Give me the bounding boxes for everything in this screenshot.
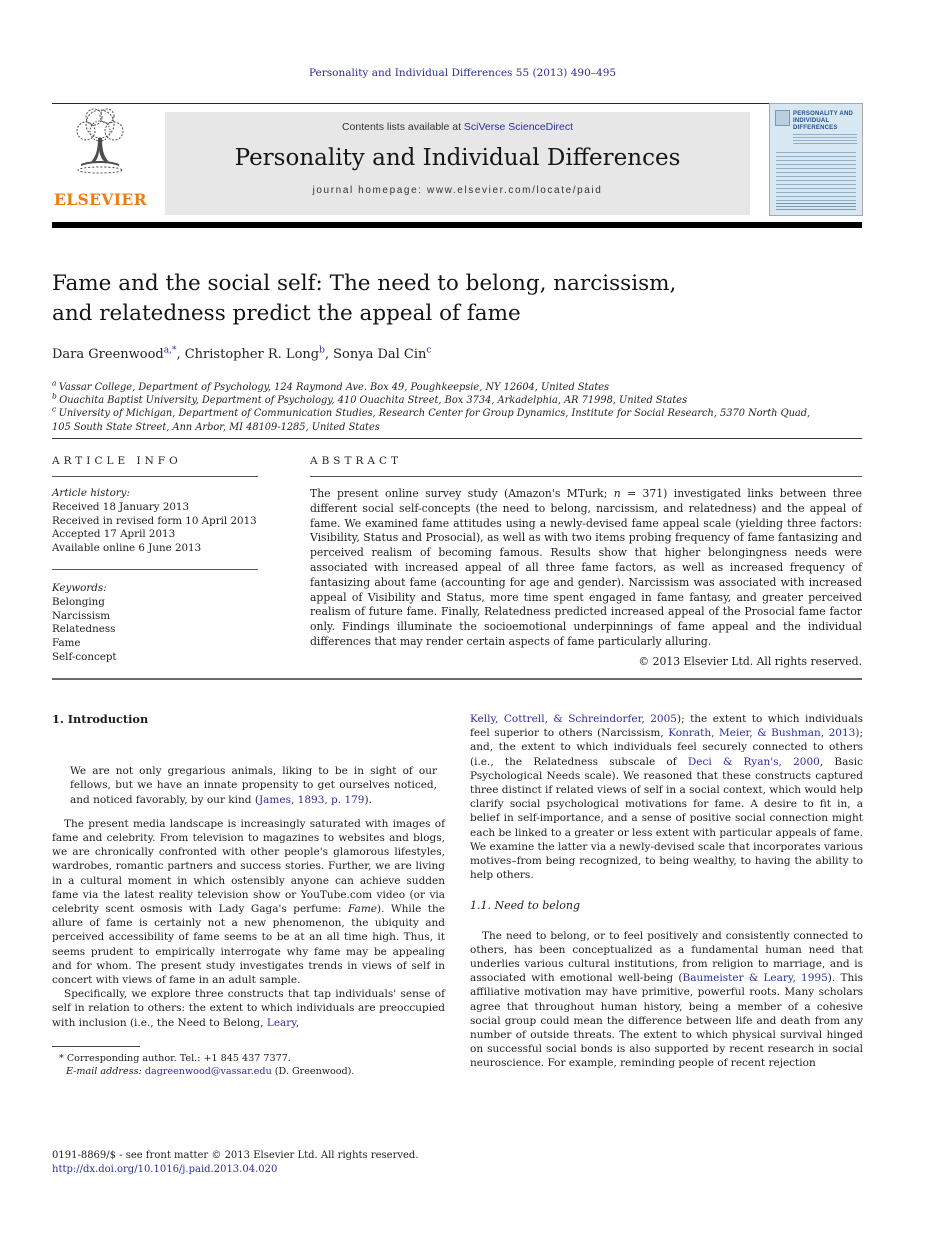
footnote-rule [52,1046,140,1047]
subsection-heading-need-to-belong: 1.1. Need to belong [470,899,581,913]
abstract-text: The present online survey study (Amazon's MTurk; n = 371) investigated links between three different social self-concepts (the need to belong, narcissism, and relatedness) and the appeal of fame. We examined fame attitudes using a newly-devised fame appeal scale (yielding three factors: Visibility, Status and Prosocial), as well as with two items probing frequency of fame fantasizing and perceived realism of becoming famous. Results show that higher belongingness needs were associated with increased appeal of all three fame factors, as well as increased frequency of fantasizing about fame (accounting for age and gender). Narcissism was associated with increased appeal of Visibility and Status, more time spent engaged in fame fantasy, and greater perceived realism of future fame. Finally, Relatedness predicted increased appeal of the Prosocial fame factor only. Findings illuminate the socioemotional underpinnings of fame appeal and the individual differences that may render certain aspects of fame particularly alluring. [310,487,862,648]
journal-citation-line: Personality and Individual Differences 55 (2013) 490–495 [308,67,617,79]
body-paragraph: The need to belong, or to feel positively and consistently connected to others, has been conceptualized as a fundamental human need that underlies various cultural institutions, from religion to marriage, and is associated with emotional well-being (Baumeister & Leary, 1995). This affiliative motivation may have primitive, powerful roots. Many scholars agree that throughout human history, being a member of a cohesive social group could mean the difference between life and death from any number of outside threats. The extent to which physical survival hinged on successful social bonds is also supported by recent research in social neuroscience. For example, reminding people of recent rejection [470,929,863,1070]
cover-subtitle-lines [793,134,857,144]
elsevier-wordmark: ELSEVIER [54,190,147,209]
email-address-note: E-mail address: dagreenwood@vassar.edu (D. Greenwood). [66,1065,355,1077]
keyword-item: Relatedness [52,623,116,636]
journal-cover-thumbnail[interactable] [769,103,863,216]
corresponding-author-note: * Corresponding author. Tel.: +1 845 437 7377. [59,1052,291,1064]
contents-lists-line: Contents lists available at SciVerse ScienceDirect [341,121,574,133]
elsevier-logo [54,104,146,216]
article-info-rule [52,476,258,477]
citation-link-deci-ryan-2000[interactable]: Deci & Ryan's, 2000 [687,755,820,768]
history-item: Received 18 January 2013 [52,500,190,513]
top-rule [52,103,862,104]
citation-link-konrath-2013[interactable]: Konrath, Meier, & Bushman, 2013 [668,727,856,740]
keywords-label: Keywords: [52,581,107,594]
abstract-rule [310,476,862,477]
citation-link-james-1893[interactable]: James, 1893, p. 179 [258,793,365,806]
epigraph-quote: We are not only gregarious animals, liking to be in sight of our fellows, but we have an innate propensity to get ourselves noticed, and noticed favorably, by our kind (James, 1893, p. 179). [70,765,437,806]
header-divider-bar [52,222,862,228]
affiliation-b: $^b$ Ouachita Baptist University, Department of Psychology, 410 Ouachita Street, Box 3734, Arkadelphia, AR 71998, United States [52,391,688,407]
citation-link-baumeister-leary-1995[interactable]: Baumeister & Leary, 1995 [682,972,828,985]
article-history-label: Article history: [52,487,130,499]
section-heading-introduction: 1. Introduction [52,712,149,726]
footer-block [52,1149,419,1176]
copyright-line: © 2013 Elsevier Ltd. All rights reserved. [638,654,862,668]
cover-logo-mark [775,110,790,126]
body-left-column [52,712,445,1078]
journal-title: Personality and Individual Differences [234,145,681,171]
body-right-column [470,712,863,1078]
doi-link[interactable]: http://dx.doi.org/10.1016/j.paid.2013.04.020 [52,1163,278,1175]
cover-footer-lines [776,203,856,210]
article-body [52,712,863,1078]
abstract-column [310,455,862,668]
meta-top-rule [52,438,862,439]
keyword-item: Belonging [52,595,105,608]
body-paragraph: Specifically, we explore three constructs that tap individuals' sense of self in relation to others: the extent to which individuals are preoccupied with inclusion (i.e., the Need to Belong, Leary, [52,988,445,1029]
article-info-heading: ARTICLE INFO [52,455,182,467]
affiliation-a: $^a$ Vassar College, Department of Psychology, 124 Raymond Ave. Box 49, Poughkeepsie, NY 12604, United States [52,378,610,393]
keyword-item: Narcissism [52,609,111,622]
history-item: Accepted 17 April 2013 [52,528,176,541]
body-paragraph: Kelly, Cottrell, & Schreindorfer, 2005); the extent to which individuals feel superior to others (Narcissism, Konrath, Meier, & Bushman, 2013); and, the extent to which individuals feel securely connected to others (i.e., the Relatedness subscale of Deci & Ryan's, 2000, Basic Psychological Needs scale). We reasoned that these constructs captured three distinct if related views of self in a social context, which would help clarify social psychological motivations for fame. A desire to fit in, a belief in self-importance, and a sense of positive social connection might each be linked to a greater or less extent with particular appeals of fame. We examine the latter via a newly-devised scale that incorporates various motives–from being recognized, to being wealthy, to having the ability to help others. [470,713,863,882]
affiliations [52,378,822,434]
author-line: Dara Greenwood$^{a,*}$, Christopher R. Long$^b$, Sonya Dal Cin$^c$ [52,345,432,362]
abstract-heading: ABSTRACT [310,455,403,467]
email-link[interactable]: dagreenwood@vassar.edu [144,1065,272,1077]
meta-section [52,455,862,668]
body-paragraph: The present media landscape is increasingly saturated with images of fame and celebrity. From television to magazines to websites and blogs, we are chronically confronted with other people's glamorous lifestyles, wardrobes, romantic partners and success stories. Further, we are living in a cultural moment in which ostensibly anyone can achieve sudden fame via the latest reality television show or YouTube.com video (or via celebrity scent osmosis with Lady Gaga's perfume: Fame). While the allure of fame is certainly not a new phenomenon, the ubiquity and perceived accessibility of fame seems to be at an all time high. Thus, it seems prudent to empirically interrogate why fame may be appealing and for whom. The present study investigates trends in views of self in concert with views of fame in an adult sample. [52,817,445,987]
history-item: Received in revised form 10 April 2013 [52,514,257,527]
citation-link-kelly-2005[interactable]: Kelly, Cottrell, & Schreindorfer, 2005 [470,713,677,725]
citation-link-leary[interactable]: Leary, [266,1016,300,1029]
keyword-item: Fame [52,637,81,650]
article-info-column [52,455,258,668]
issn-copyright-line: 0191-8869/$ - see front matter © 2013 Elsevier Ltd. All rights reserved. [52,1150,419,1161]
journal-homepage-line: journal homepage: www.elsevier.com/locate/paid [312,185,603,196]
article-title [52,269,752,329]
keywords-rule [52,569,258,570]
cover-toc-lines [776,152,856,204]
cover-journal-title: PERSONALITY AND INDIVIDUAL DIFFERENCES [793,111,854,131]
keyword-item: Self-concept [52,650,117,663]
article-title-line1: Fame and the social self: The need to belong, narcissism, [52,271,677,296]
elsevier-tree-icon [67,104,133,184]
sciverse-sciencedirect-link[interactable]: SciVerse ScienceDirect [463,121,574,133]
history-item: Available online 6 June 2013 [52,542,202,555]
affiliation-c: $^c$ University of Michigan, Department of Communication Studies, Research Center for Group Dynamics, Institute for Social Research, 5370 North Quad, 105 South State Street, Ann Arbor, MI 48109-1285, United States [52,405,811,433]
footnote-block [52,1046,445,1078]
journal-header-banner [165,112,750,215]
meta-bottom-rule [52,678,862,680]
article-title-line2: and relatedness predict the appeal of fame [52,301,521,326]
